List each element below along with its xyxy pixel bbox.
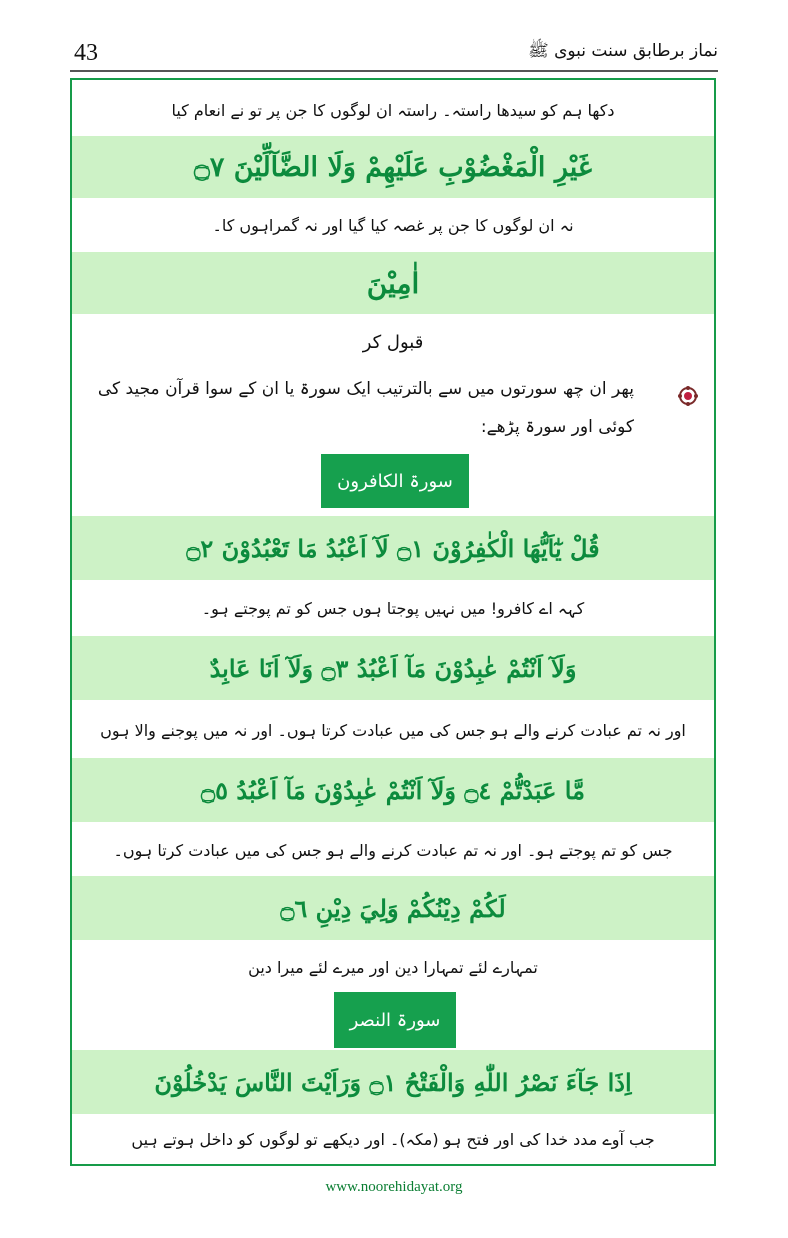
arabic-verse: غَيْرِ الْمَغْضُوْبِ عَلَيْهِمْ وَلَا الضَّآلِّيْنَ ۝٧	[72, 136, 714, 198]
arabic-verse: مَّا عَبَدْتُّمْ ۝٤ وَلَآ اَنْتُمْ عٰبِدُوْنَ مَآ اَعْبُدُ ۝٥	[72, 758, 714, 822]
content-frame	[70, 78, 716, 1166]
urdu-line: اور نہ تم عبادت کرنے والے ہو جس کی میں عبادت کرتا ہوں۔ اور نہ میں پوجنے والا ہوں	[100, 720, 686, 740]
surah-heading-kafirun: سورۃ الکافرون	[321, 454, 469, 508]
urdu-line: قبول کر	[362, 331, 424, 353]
urdu-line: تمہارے لئے تمہارا دین اور میرے لئے میرا دین	[248, 957, 538, 977]
running-title: نماز برطابق سنت نبوی ﷺ	[528, 41, 718, 61]
arabic-verse: وَلَآ اَنْتُمْ عٰبِدُوْنَ مَآ اَعْبُدُ ۝٣ وَلَآ اَنَا عَابِدٌ	[72, 636, 714, 700]
flower-bullet-icon	[678, 386, 698, 406]
page-number: 43	[74, 40, 98, 66]
urdu-line: نہ ان لوگوں کا جن پر غصہ کیا گیا اور نہ گمراہوں کا۔	[212, 215, 574, 235]
arabic-verse: قُلْ يٰٓاَيُّهَا الْكٰفِرُوْنَ ۝١ لَآ اَعْبُدُ مَا تَعْبُدُوْنَ ۝٢	[72, 516, 714, 580]
surah-heading-nasr: سورۃ النصر	[334, 992, 456, 1048]
arabic-verse: لَكُمْ دِيْنُكُمْ وَلِيَ دِيْنِ ۝٦	[72, 876, 714, 940]
arabic-verse: اٰمِيْنَ	[72, 252, 714, 314]
urdu-line: کہہ اے کافرو! میں نہیں پوجتا ہوں جس کو تم پوجتے ہو۔	[201, 598, 585, 618]
arabic-verse: اِذَا جَآءَ نَصْرُ اللّٰهِ وَالْفَتْحُ ۝١ وَرَاَيْتَ النَّاسَ يَدْخُلُوْنَ	[72, 1050, 714, 1114]
urdu-line: جس کو تم پوجتے ہو۔ اور نہ تم عبادت کرنے والے ہو جس کی میں عبادت کرتا ہوں۔	[113, 840, 673, 860]
website-footer[interactable]: www.noorehidayat.org	[325, 1179, 463, 1195]
urdu-line: جب آوے مدد خدا کی اور فتح ہو (مکہ)۔ اور دیکھے تو لوگوں کو داخل ہوتے ہیں	[131, 1129, 655, 1149]
header-divider	[70, 70, 718, 72]
urdu-line: دکھا ہم کو سیدھا راستہ۔ راستہ ان لوگوں کا جن پر تو نے انعام کیا	[171, 100, 615, 120]
instruction-text: پھر ان چھ سورتوں میں سے بالترتیب ایک سورۃ یا ان کے سوا قرآن مجید کی کوئی اور سورۃ پڑھے:	[97, 379, 634, 437]
